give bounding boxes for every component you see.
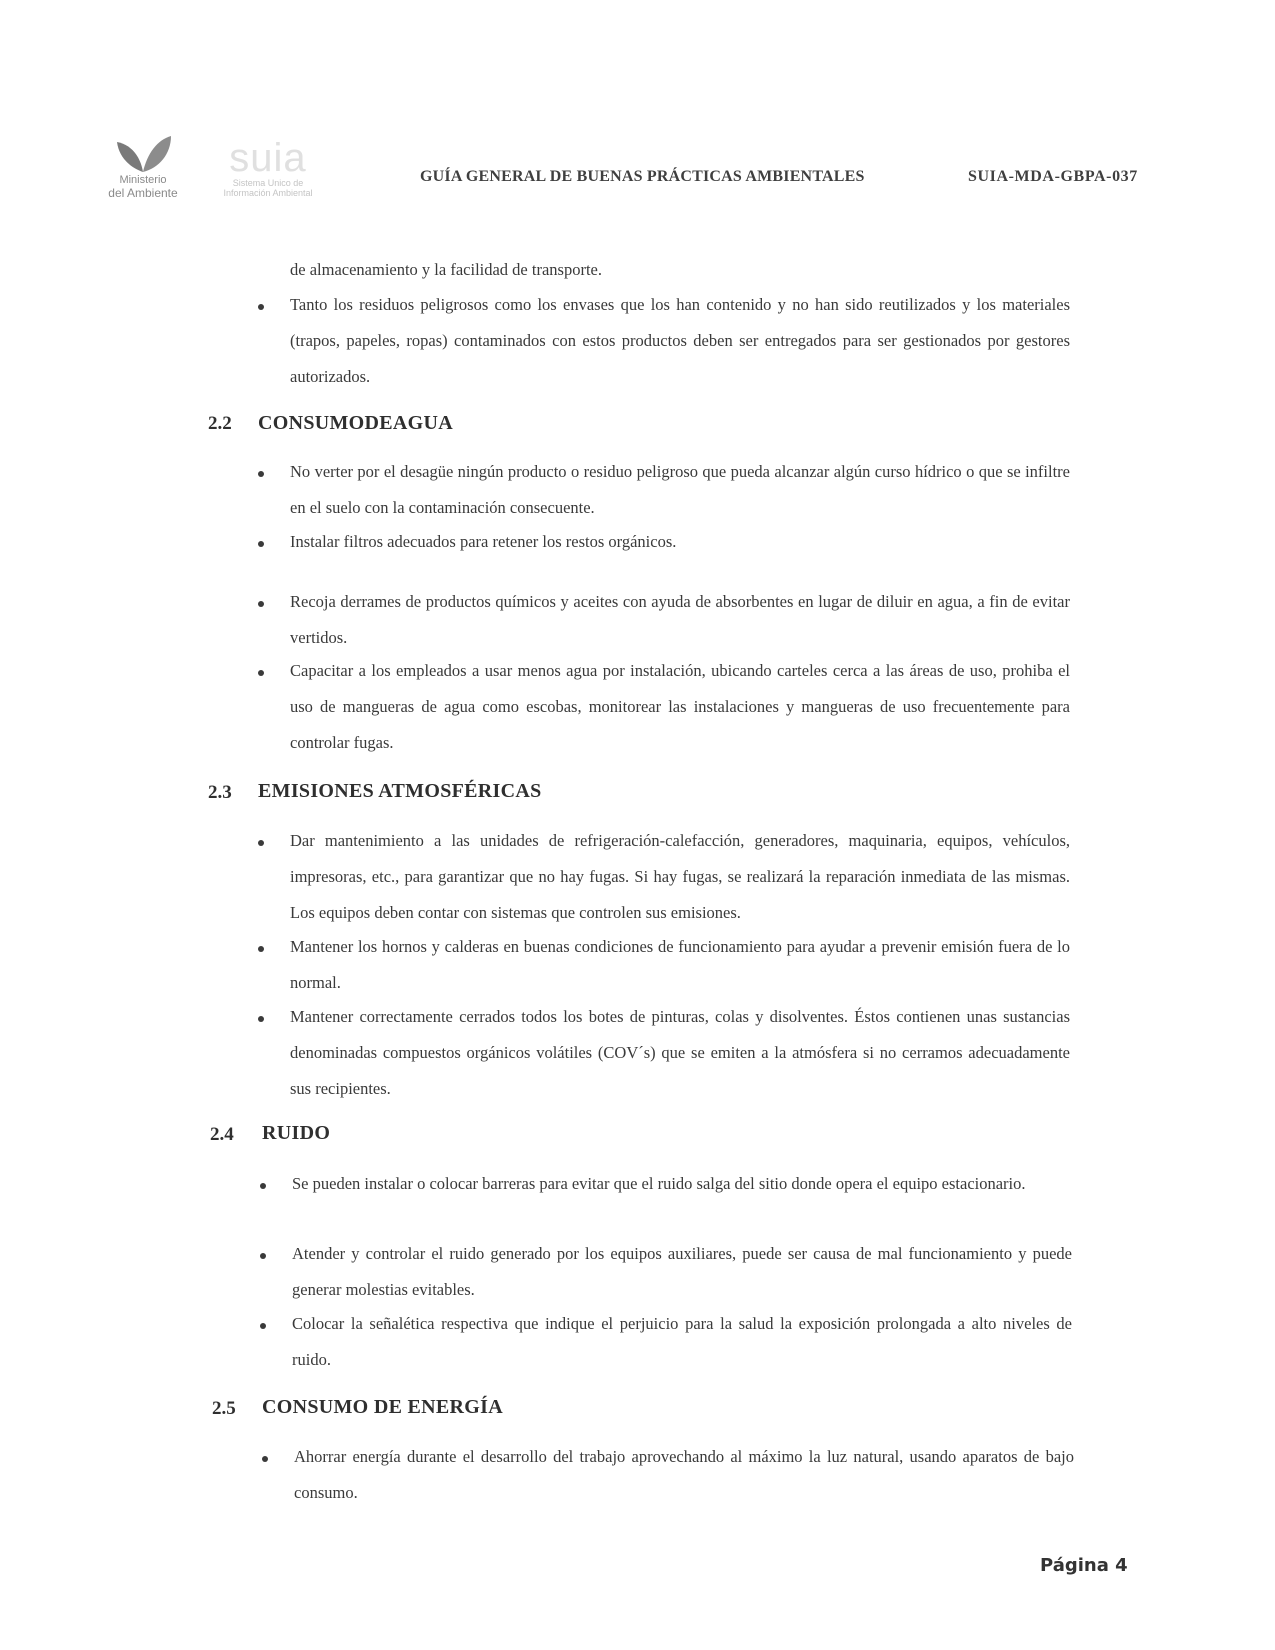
bullet-marker [260, 1323, 266, 1329]
bullet-marker [258, 670, 264, 676]
bullet-marker [258, 541, 264, 547]
section-number: 2.3 [208, 782, 232, 803]
bullet-marker [260, 1183, 266, 1189]
list-item: Instalar filtros adecuados para retener los restos orgánicos. [290, 532, 677, 551]
list-item: Ahorrar energía durante el desarrollo del trabajo aprovechando al máximo la luz natural, usando aparatos de bajo consumo. [294, 1447, 1074, 1502]
bullet-marker [258, 1016, 264, 1022]
list-item: Recoja derrames de productos químicos y aceites con ayuda de absorbentes en lugar de diluir en agua, a fin de evitar vertidos. [290, 592, 1070, 647]
section-title: EMISIONES ATMOSFÉRICAS [258, 780, 542, 802]
list-item: Mantener los hornos y calderas en buenas condiciones de funcionamiento para ayudar a prevenir emisión fuera de lo normal. [290, 937, 1070, 992]
document-title: GUÍA GENERAL DE BUENAS PRÁCTICAS AMBIENTALES [420, 168, 865, 185]
section-number: 2.2 [208, 413, 232, 434]
list-item: Colocar la señalética respectiva que indique el perjuicio para la salud la exposición prolongada a alto niveles de ruido. [292, 1314, 1072, 1369]
bullet-marker [260, 1253, 266, 1259]
suia-logo-mark: suia [229, 136, 307, 180]
section-title: RUIDO [262, 1122, 331, 1144]
list-item: Capacitar a los empleados a usar menos agua por instalación, ubicando carteles cerca a las áreas de uso, prohiba el uso de mangueras de agua como escobas, monitorear las instalaciones y mangueras de uso frecuentemente para controlar fugas. [290, 661, 1070, 752]
suia-logo-line2: Información Ambiental [223, 188, 313, 198]
document-code: SUIA-MDA-GBPA-037 [968, 168, 1138, 185]
bullet-marker [258, 946, 264, 952]
list-item: Atender y controlar el ruido generado por los equipos auxiliares, puede ser causa de mal funcionamiento y puede generar molestias evitables. [292, 1244, 1072, 1299]
section-title: CONSUMO DE ENERGÍA [262, 1396, 503, 1418]
ministry-logo-line2: del Ambiente [108, 186, 178, 200]
section-number: 2.5 [212, 1398, 236, 1419]
bullet-marker [258, 471, 264, 477]
bullet-marker [258, 840, 264, 846]
list-item: Tanto los residuos peligrosos como los envases que los han contenido y no han sido reutilizados y los materiales (trapos, papeles, ropas) contaminados con estos productos deben ser entregados para ser gestionados por gestores autorizados. [290, 295, 1070, 386]
suia-logo [208, 138, 328, 198]
leaf-icon [113, 132, 173, 174]
list-item: Dar mantenimiento a las unidades de refrigeración-calefacción, generadores, maquinaria, equipos, vehículos, impresoras, etc., para garantizar que no hay fugas. Si hay fugas, se realizará la reparación inmediata de las mismas. Los equipos deben contar con sistemas que controlen sus emisiones. [290, 831, 1070, 922]
bullet-marker [258, 304, 264, 310]
list-item: Se pueden instalar o colocar barreras para evitar que el ruido salga del sitio donde opera el equipo estacionario. [292, 1174, 1026, 1193]
suia-logo-line1: Sistema Unico de [232, 178, 304, 188]
ministry-logo-line1: Ministerio [119, 174, 167, 186]
bullet-marker [262, 1456, 268, 1462]
section-number: 2.4 [210, 1124, 234, 1145]
list-item: Mantener correctamente cerrados todos los botes de pinturas, colas y disolventes. Éstos contienen unas sustancias denominadas compuestos orgánicos volátiles (COV´s) que se emiten a la atmósfera si no cerramos adecuadamente sus recipientes. [290, 1007, 1070, 1098]
page-number: Página 4 [1040, 1555, 1128, 1576]
list-item: No verter por el desagüe ningún producto o residuo peligroso que pueda alcanzar algún curso hídrico o que se infiltre en el suelo con la contaminación consecuente. [290, 462, 1070, 517]
continuation-text: de almacenamiento y la facilidad de transporte. [290, 260, 602, 279]
page-header [0, 0, 1275, 230]
section-title: CONSUMODEAGUA [258, 412, 454, 434]
ministry-logo [98, 132, 188, 200]
bullet-marker [258, 601, 264, 607]
